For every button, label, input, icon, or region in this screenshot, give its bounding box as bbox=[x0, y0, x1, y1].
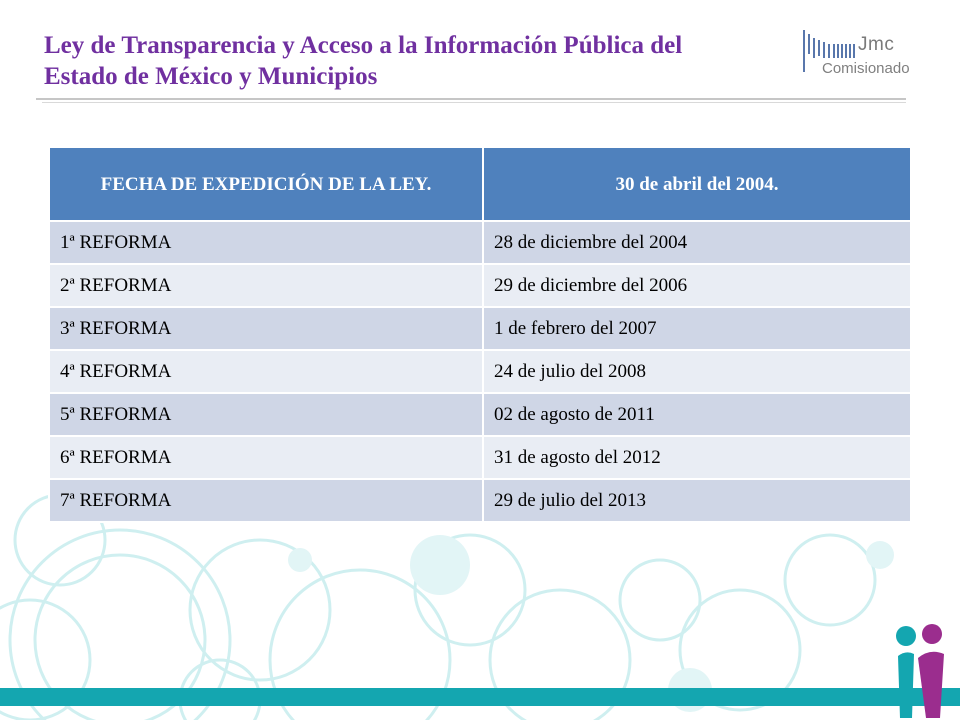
table-row bbox=[49, 393, 911, 436]
bottom-teal-band bbox=[0, 688, 960, 706]
reforma-label: 4ª REFORMA bbox=[49, 350, 483, 393]
logo-name: Jmc bbox=[858, 34, 895, 55]
reforma-label: 6ª REFORMA bbox=[49, 436, 483, 479]
table-row bbox=[49, 350, 911, 393]
reforma-date: 31 de agosto del 2012 bbox=[483, 436, 911, 479]
table-row bbox=[49, 436, 911, 479]
reforma-label: 7ª REFORMA bbox=[49, 479, 483, 522]
reforma-label: 3ª REFORMA bbox=[49, 307, 483, 350]
reforma-label: 2ª REFORMA bbox=[49, 264, 483, 307]
reforma-date: 29 de julio del 2013 bbox=[483, 479, 911, 522]
divider-line-bottom bbox=[42, 102, 906, 103]
table-row bbox=[49, 221, 911, 264]
header-divider bbox=[36, 98, 906, 104]
info-logo-icon bbox=[892, 622, 952, 720]
reforma-date: 02 de agosto de 2011 bbox=[483, 393, 911, 436]
title-line-1: Ley de Transparencia y Acceso a la Información Pública del bbox=[44, 32, 683, 59]
title-line-2: Estado de México y Municipios bbox=[44, 63, 378, 90]
reforma-date: 1 de febrero del 2007 bbox=[483, 307, 911, 350]
reforma-label: 5ª REFORMA bbox=[49, 393, 483, 436]
header-expedicion-label: FECHA DE EXPEDICIÓN DE LA LEY. bbox=[49, 147, 483, 221]
table-row bbox=[49, 307, 911, 350]
table-row bbox=[49, 479, 911, 522]
logo-subtitle: Comisionado bbox=[822, 60, 910, 77]
header-expedicion-date: 30 de abril del 2004. bbox=[483, 147, 911, 221]
slide-title bbox=[44, 30, 804, 92]
divider-line-top bbox=[36, 98, 906, 100]
table-row bbox=[49, 264, 911, 307]
reforma-date: 29 de diciembre del 2006 bbox=[483, 264, 911, 307]
jmc-logo bbox=[798, 28, 938, 84]
reforma-date: 24 de julio del 2008 bbox=[483, 350, 911, 393]
reforma-label: 1ª REFORMA bbox=[49, 221, 483, 264]
table-header-row bbox=[49, 147, 911, 221]
reforma-date: 28 de diciembre del 2004 bbox=[483, 221, 911, 264]
reformas-table bbox=[48, 146, 912, 523]
